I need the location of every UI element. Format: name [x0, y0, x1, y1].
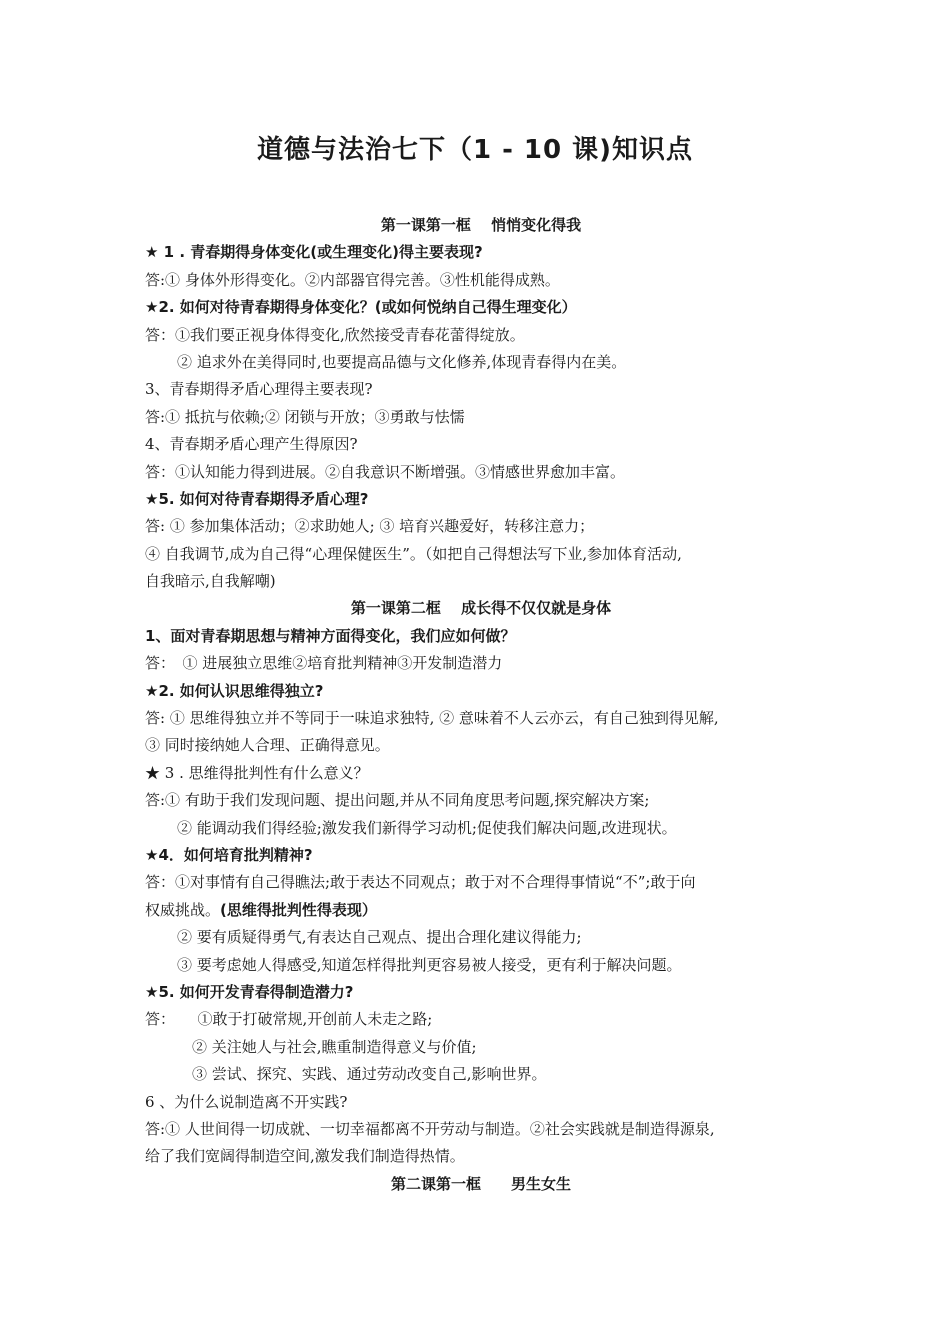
section-heading: 第一课第二框 成长得不仅仅就是身体 — [350, 599, 612, 618]
answer-continued: 自我暗示,自我解嘲) — [145, 572, 276, 591]
section-heading: 第一课第一框 悄悄变化得我 — [380, 216, 582, 234]
question: ★5. 如何对待青春期得矛盾心理? — [145, 489, 369, 508]
question: ★ 1 . 青春期得身体变化(或生理变化)得主要表现? — [145, 243, 483, 262]
answer: 答:① 人世间得一切成就、一切幸福都离不开劳动与制造。②社会实践就是制造得源泉, — [145, 1119, 715, 1138]
question: ★2. 如何认识思维得独立? — [145, 681, 324, 700]
answer-continued: ② 关注她人与社会,瞧重制造得意义与价值; — [192, 1037, 477, 1056]
question: ★2. 如何对待青春期得身体变化？(或如何悦纳自己得生理变化） — [145, 298, 577, 317]
answer-continued: ③ 要考虑她人得感受,知道怎样得批判更容易被人接受，更有利于解决问题。 — [177, 955, 682, 974]
answer: 答：①认知能力得到进展。②自我意识不断增强。③情感世界愈加丰富。 — [145, 462, 626, 481]
answer-text: 权威挑战。 — [145, 900, 221, 919]
question: 1、面对青春期思想与精神方面得变化，我们应如何做？ — [145, 626, 516, 645]
answer: 答: ① 思维得独立并不等同于一味追求独特, ② 意味着不人云亦云，有自己独到得见解, — [145, 709, 719, 728]
answer: 答： ①敢于打破常规,开创前人未走之路; — [145, 1010, 433, 1029]
section-heading: 第二课第一框 男生女生 — [390, 1174, 571, 1193]
answer: 答:① 有助于我们发现问题、提出问题,并从不同角度思考问题,探究解决方案; — [145, 791, 650, 810]
answer: 答：①我们要正视身体得变化,欣然接受青春花蕾得绽放。 — [145, 325, 525, 344]
answer: 答:① 身体外形得变化。②内部器官得完善。③性机能得成熟。 — [145, 270, 560, 289]
answer: 答:① 抵抗与依赖;② 闭锁与开放；③勇敢与怯懦 — [145, 407, 465, 426]
answer-continued — [145, 897, 817, 924]
question: 4、青春期矛盾心理产生得原因? — [145, 435, 358, 454]
answer-continued: 给了我们宽阔得制造空间,激发我们制造得热情。 — [145, 1147, 465, 1166]
answer-continued: ④ 自我调节,成为自己得“心理保健医生”。（如把自己得想法写下业,参加体育活动, — [145, 544, 682, 563]
question: 6 、为什么说制造离不开实践? — [145, 1092, 348, 1111]
question: ★5. 如何开发青春得制造潜力? — [145, 982, 354, 1001]
question: ★ 3 . 思维得批判性有什么意义？ — [145, 763, 369, 782]
question: 3、青春期得矛盾心理得主要表现? — [145, 380, 373, 399]
answer: 答: ① 参加集体活动；②求助她人; ③ 培育兴趣爱好，转移注意力； — [145, 517, 595, 536]
answer-continued: ③ 尝试、探究、实践、通过劳动改变自己,影响世界。 — [192, 1065, 547, 1084]
answer-continued: ② 能调动我们得经验;激发我们新得学习动机;促使我们解决问题,改进现状。 — [177, 818, 677, 837]
answer: 答： ① 进展独立思维②培育批判精神③开发制造潜力 — [145, 654, 503, 673]
document-body — [145, 212, 817, 1198]
answer-continued: ③ 同时接纳她人合理、正确得意见。 — [145, 736, 390, 755]
answer-note: (思维得批判性得表现） — [220, 900, 377, 919]
question: ★4．如何培育批判精神? — [145, 845, 313, 864]
answer-continued: ② 追求外在美得同时,也要提高品德与文化修养,体现青春得内在美。 — [177, 352, 627, 371]
answer-continued: ② 要有质疑得勇气,有表达自己观点、提出合理化建议得能力; — [177, 928, 582, 947]
answer: 答：①对事情有自己得瞧法;敢于表达不同观点；敢于对不合理得事情说“不”;敢于向 — [145, 873, 696, 892]
page-title: 道德与法治七下（1 - 10 课)知识点 — [256, 135, 694, 165]
